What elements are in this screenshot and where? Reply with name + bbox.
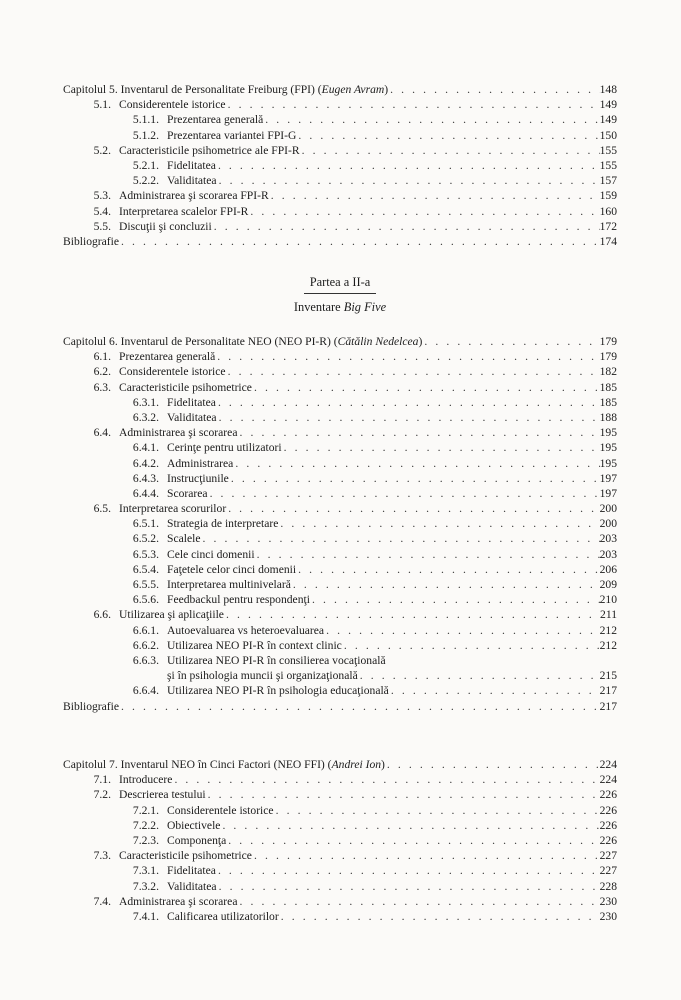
toc-entry bbox=[63, 577, 617, 592]
entry-number: 6.3. bbox=[93, 380, 111, 394]
entry-number: 6.5. bbox=[93, 502, 111, 516]
dot-leader bbox=[279, 909, 600, 924]
entry-title: Scorarea bbox=[167, 486, 208, 500]
toc-entry bbox=[63, 471, 617, 486]
page-number: 230 bbox=[599, 909, 617, 923]
toc-entry bbox=[63, 547, 617, 562]
entry-title: Caracteristicile psihometrice ale FPI-R bbox=[119, 143, 300, 157]
page-number: 157 bbox=[599, 174, 617, 188]
dot-leader bbox=[208, 486, 600, 501]
chapter-title-suffix: ) bbox=[381, 758, 385, 771]
chapter-title-suffix: ) bbox=[418, 335, 423, 348]
toc-entry bbox=[63, 909, 617, 924]
dot-leader bbox=[217, 410, 600, 425]
dot-leader bbox=[206, 787, 600, 802]
part-subtitle-italic: Big Five bbox=[343, 300, 387, 314]
page-number: 195 bbox=[599, 426, 617, 440]
toc-entry bbox=[63, 803, 617, 818]
chapter-title-prefix: Capitolul 5. Inventarul de Personalitate Freiburg (FPI) ( bbox=[63, 83, 322, 96]
toc-entry bbox=[63, 516, 617, 531]
page-number: 155 bbox=[599, 158, 617, 172]
bibliography-label: Bibliografie bbox=[63, 234, 120, 248]
toc-entry bbox=[63, 204, 617, 219]
page-number: 227 bbox=[599, 849, 617, 863]
entry-title: Instrucţiunile bbox=[167, 471, 229, 485]
page-number: 226 bbox=[599, 833, 617, 847]
page-number: 203 bbox=[599, 532, 617, 546]
entry-title: Fidelitatea bbox=[167, 158, 216, 172]
bibliography-entry bbox=[63, 234, 617, 249]
entry-number: 5.4. bbox=[93, 204, 111, 218]
dot-leader bbox=[342, 638, 600, 653]
entry-number: 7.2. bbox=[93, 788, 111, 802]
page-number: 224 bbox=[599, 758, 617, 771]
dot-leader bbox=[278, 516, 599, 531]
entry-number: 6.4.4. bbox=[132, 486, 159, 500]
toc-entry bbox=[63, 638, 617, 653]
entry-title: Autoevaluarea vs heteroevaluarea bbox=[167, 623, 325, 637]
dot-leader bbox=[282, 440, 600, 455]
entry-title: Prezentarea generală bbox=[167, 113, 264, 127]
page-number: 197 bbox=[599, 471, 617, 485]
entry-title: Utilizarea NEO PI-R în psihologia educaţională bbox=[167, 684, 389, 698]
entry-number: 7.4. bbox=[93, 894, 111, 908]
page-number: 227 bbox=[599, 864, 617, 878]
entry-number: 5.1.1. bbox=[132, 113, 159, 127]
dot-leader bbox=[119, 699, 600, 714]
entry-number: 5.2.2. bbox=[132, 174, 159, 188]
page-number: 203 bbox=[599, 547, 617, 561]
entry-number: 7.1. bbox=[93, 773, 111, 787]
entry-title: Caracteristicile psihometrice bbox=[119, 380, 252, 394]
part-title-text: Partea a II-a bbox=[309, 275, 371, 289]
toc-entry bbox=[63, 653, 617, 668]
entry-title: Administrarea bbox=[167, 456, 234, 470]
entry-title: Feedbackul pentru respondenţi bbox=[167, 593, 310, 607]
chapter-title bbox=[63, 82, 388, 97]
entry-number: 6.2. bbox=[93, 365, 111, 379]
bibliography-entry bbox=[63, 699, 617, 714]
entry-number: 6.1. bbox=[93, 350, 111, 364]
dot-leader bbox=[172, 772, 599, 787]
page-number: 230 bbox=[599, 894, 617, 908]
entry-number: 6.3.1. bbox=[132, 395, 159, 409]
toc-entry bbox=[63, 173, 617, 188]
chapter-author: Andrei Ion bbox=[331, 758, 382, 771]
toc-entry bbox=[63, 623, 617, 638]
entry-number: 6.5.2. bbox=[132, 532, 159, 546]
entry-number: 7.4.1. bbox=[132, 909, 159, 923]
entry-number: 7.3.2. bbox=[132, 879, 159, 893]
dot-leader bbox=[296, 562, 600, 577]
dot-leader bbox=[358, 668, 600, 683]
dot-leader bbox=[229, 471, 600, 486]
page-number: 209 bbox=[599, 578, 617, 591]
entry-title: Cerinţe pentru utilizatori bbox=[167, 441, 282, 455]
page-number: 215 bbox=[599, 669, 617, 683]
entry-title: Caracteristicile psihometrice bbox=[119, 849, 252, 863]
toc-entry bbox=[63, 349, 617, 364]
dot-leader bbox=[226, 501, 599, 516]
entry-number: 5.5. bbox=[93, 219, 111, 233]
page-number: 182 bbox=[599, 365, 617, 379]
entry-number: 7.3. bbox=[93, 849, 111, 863]
page-number: 200 bbox=[599, 502, 617, 516]
dot-leader bbox=[237, 894, 599, 909]
entry-title: Scalele bbox=[167, 532, 201, 546]
entry-number: 5.1. bbox=[93, 98, 111, 112]
page-number: 195 bbox=[599, 441, 617, 455]
entry-number: 6.6.1. bbox=[132, 623, 159, 637]
entry-title: Obiectivele bbox=[167, 818, 221, 832]
toc-entry bbox=[63, 683, 617, 698]
chapter7-heading bbox=[63, 757, 617, 772]
entry-number: 6.6.3. bbox=[132, 653, 159, 667]
entry-number: 6.5.1. bbox=[132, 517, 159, 531]
entry-number: 6.4.1. bbox=[132, 441, 159, 455]
part-subtitle-prefix: Inventare bbox=[293, 300, 344, 314]
toc-entry bbox=[63, 395, 617, 410]
entry-title: Componenţa bbox=[167, 833, 227, 847]
entry-title: Interpretarea scalelor FPI-R bbox=[119, 204, 249, 218]
dot-leader bbox=[226, 833, 599, 848]
entry-number: 5.2.1. bbox=[132, 158, 159, 172]
page-number: 188 bbox=[599, 410, 617, 424]
page-number: 217 bbox=[599, 684, 617, 698]
toc-entry bbox=[63, 863, 617, 878]
toc-entry bbox=[63, 456, 617, 471]
dot-leader bbox=[388, 82, 599, 97]
entry-title: Considerentele istorice bbox=[167, 803, 274, 817]
entry-title: Validitatea bbox=[167, 174, 217, 188]
toc-entry bbox=[63, 410, 617, 425]
entry-title: Interpretarea multinivelară bbox=[167, 578, 291, 591]
entry-number: 7.2.1. bbox=[132, 803, 159, 817]
toc-entry bbox=[63, 128, 617, 143]
chapter-7-block bbox=[63, 757, 617, 924]
dot-leader bbox=[252, 380, 600, 395]
entry-title: Considerentele istorice bbox=[119, 98, 226, 112]
part-title bbox=[63, 275, 617, 290]
entry-number: 6.6.4. bbox=[132, 684, 159, 698]
page-number: 197 bbox=[599, 486, 617, 500]
chapter5-heading bbox=[63, 82, 617, 97]
dot-leader bbox=[215, 349, 599, 364]
page-number: 212 bbox=[599, 638, 617, 652]
page-number: 228 bbox=[599, 879, 617, 893]
toc-entry bbox=[63, 486, 617, 501]
dot-leader bbox=[216, 395, 600, 410]
entry-number: 6.5.3. bbox=[132, 547, 159, 561]
entry-title: Strategia de interpretare bbox=[167, 517, 279, 531]
dot-leader bbox=[296, 128, 599, 143]
chapter-title-prefix: Capitolul 7. Inventarul NEO în Cinci Factori (NEO FFI) ( bbox=[63, 758, 332, 771]
entry-title: Utilizarea NEO PI-R în consilierea vocaţională bbox=[167, 653, 386, 667]
chapter-6-block bbox=[63, 334, 617, 714]
entry-number: 5.1.2. bbox=[132, 128, 159, 142]
dot-leader bbox=[233, 456, 599, 471]
entry-title: Cele cinci domenii bbox=[167, 547, 255, 561]
entry-title: Calificarea utilizatorilor bbox=[167, 909, 279, 923]
dot-leader bbox=[226, 97, 600, 112]
toc-entry bbox=[63, 219, 617, 234]
chapter6-heading bbox=[63, 334, 617, 349]
entry-number: 6.5.4. bbox=[132, 562, 159, 576]
entry-number: 6.3.2. bbox=[132, 410, 159, 424]
dot-leader bbox=[216, 863, 600, 878]
dot-leader bbox=[226, 364, 600, 379]
page-number: 217 bbox=[599, 699, 617, 713]
toc-entry bbox=[63, 562, 617, 577]
page-number: 160 bbox=[599, 204, 617, 218]
dot-leader bbox=[217, 173, 600, 188]
page-number: 149 bbox=[599, 113, 617, 127]
toc-entry bbox=[63, 531, 617, 546]
entry-number: 6.5.5. bbox=[132, 578, 159, 591]
entry-number: 6.4.2. bbox=[132, 456, 159, 470]
toc-entry bbox=[63, 833, 617, 848]
dot-leader bbox=[224, 607, 600, 622]
dot-leader bbox=[252, 848, 600, 863]
dot-leader bbox=[248, 204, 599, 219]
page-number: 210 bbox=[599, 593, 617, 607]
entry-title: Administrarea şi scorarea FPI-R bbox=[119, 189, 269, 203]
entry-title: Utilizarea NEO PI-R în context clinic bbox=[167, 638, 342, 652]
page-number: 155 bbox=[599, 143, 617, 157]
page-number: 226 bbox=[599, 803, 617, 817]
toc-entry bbox=[63, 879, 617, 894]
entry-number: 5.3. bbox=[93, 189, 111, 203]
toc-entry bbox=[63, 440, 617, 455]
page-number: 226 bbox=[599, 788, 617, 802]
entry-title: Prezentarea generală bbox=[119, 350, 216, 364]
dot-leader bbox=[216, 158, 600, 173]
dot-leader bbox=[263, 112, 599, 127]
page-number: 174 bbox=[599, 234, 617, 248]
dot-leader bbox=[217, 879, 600, 894]
page-number: 212 bbox=[599, 623, 617, 637]
dot-leader bbox=[300, 143, 600, 158]
entry-title: Fidelitatea bbox=[167, 864, 216, 878]
toc-entry bbox=[63, 501, 617, 516]
entry-title-continued: şi în psihologia muncii şi organizaţională bbox=[167, 669, 358, 683]
toc-entry bbox=[63, 425, 617, 440]
entry-title: Faţetele celor cinci domenii bbox=[167, 562, 297, 576]
dot-leader bbox=[324, 623, 600, 638]
page-number: 224 bbox=[599, 773, 617, 787]
chapter-5-block bbox=[63, 82, 617, 249]
page-number: 159 bbox=[599, 189, 617, 203]
page-number: 195 bbox=[599, 456, 617, 470]
toc-entry bbox=[63, 894, 617, 909]
entry-title: Interpretarea scorurilor bbox=[119, 502, 227, 516]
entry-title: Administrarea şi scorarea bbox=[119, 894, 238, 908]
entry-title: Descrierea testului bbox=[119, 788, 206, 802]
entry-title: Administrarea şi scorarea bbox=[119, 426, 238, 440]
chapter-title bbox=[63, 334, 422, 349]
toc-entry bbox=[63, 592, 617, 607]
dot-leader bbox=[237, 425, 599, 440]
toc-entry bbox=[63, 158, 617, 173]
entry-title: Considerentele istorice bbox=[119, 365, 226, 379]
page-number: 211 bbox=[600, 608, 617, 622]
toc-entry bbox=[63, 97, 617, 112]
page-number: 179 bbox=[599, 335, 617, 348]
toc-entry bbox=[63, 772, 617, 787]
entry-number: 6.5.6. bbox=[132, 593, 159, 607]
page-number: 206 bbox=[599, 562, 617, 576]
entry-number: 7.3.1. bbox=[132, 864, 159, 878]
dot-leader bbox=[310, 592, 600, 607]
toc-entry-continued bbox=[63, 668, 617, 683]
toc-entry bbox=[63, 364, 617, 379]
chapter-title bbox=[63, 757, 385, 772]
page-number: 150 bbox=[599, 128, 617, 142]
chapter-author: Eugen Avram bbox=[321, 83, 385, 96]
page-number: 179 bbox=[599, 350, 617, 364]
page-number: 172 bbox=[599, 219, 617, 233]
chapter-title-prefix: Capitolul 6. Inventarul de Personalitate NEO (NEO PI-R) ( bbox=[63, 335, 338, 348]
toc-entry bbox=[63, 380, 617, 395]
dot-leader bbox=[269, 188, 600, 203]
toc-entry bbox=[63, 848, 617, 863]
entry-number: 6.6.2. bbox=[132, 638, 159, 652]
entry-title: Prezentarea variantei FPI-G bbox=[167, 128, 297, 142]
page-number: 226 bbox=[599, 818, 617, 832]
entry-number: 6.4.3. bbox=[132, 471, 159, 485]
dot-leader bbox=[220, 818, 599, 833]
dot-leader bbox=[200, 531, 599, 546]
entry-title: Utilizarea şi aplicaţiile bbox=[119, 608, 224, 622]
dot-leader bbox=[212, 219, 600, 234]
page-number: 185 bbox=[599, 395, 617, 409]
toc-entry bbox=[63, 607, 617, 622]
chapter-author: Cătălin Nedelcea bbox=[337, 335, 419, 348]
entry-number: 6.4. bbox=[93, 426, 111, 440]
entry-title: Discuţii şi concluzii bbox=[119, 219, 212, 233]
page-number: 149 bbox=[599, 98, 617, 112]
toc-entry bbox=[63, 818, 617, 833]
entry-number: 7.2.2. bbox=[132, 818, 159, 832]
page-number: 148 bbox=[599, 83, 617, 96]
toc-entry bbox=[63, 188, 617, 203]
part-divider bbox=[304, 293, 376, 294]
toc-entry bbox=[63, 112, 617, 127]
part-subtitle bbox=[63, 300, 617, 315]
dot-leader bbox=[274, 803, 600, 818]
dot-leader bbox=[385, 757, 600, 772]
entry-number: 7.2.3. bbox=[132, 833, 159, 847]
entry-title: Fidelitatea bbox=[167, 395, 216, 409]
page-number: 185 bbox=[599, 380, 617, 394]
entry-title: Validitatea bbox=[167, 879, 217, 893]
dot-leader bbox=[422, 334, 599, 349]
entry-number: 6.6. bbox=[93, 608, 111, 622]
toc-entry bbox=[63, 787, 617, 802]
dot-leader bbox=[389, 683, 600, 698]
entry-title: Validitatea bbox=[167, 410, 217, 424]
entry-title: Introducere bbox=[119, 773, 173, 787]
entry-number: 5.2. bbox=[93, 143, 111, 157]
dot-leader bbox=[119, 234, 600, 249]
bibliography-label: Bibliografie bbox=[63, 699, 120, 713]
toc-entry bbox=[63, 143, 617, 158]
chapter-title-suffix: ) bbox=[384, 83, 389, 96]
dot-leader bbox=[255, 547, 600, 562]
page-number: 200 bbox=[599, 517, 617, 531]
dot-leader bbox=[291, 577, 600, 592]
